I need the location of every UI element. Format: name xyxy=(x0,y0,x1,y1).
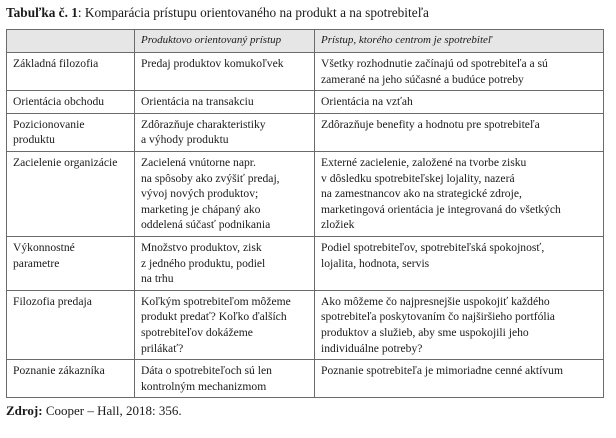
cell-text-line: Zdôrazňuje charakteristiky xyxy=(141,117,266,131)
cell-text-line: Koľkým spotrebiteľom môžeme xyxy=(141,294,291,308)
table-row-orientacia-obchodu xyxy=(7,91,604,114)
row-label-cell xyxy=(7,360,135,398)
consumer-centric-cell xyxy=(315,91,604,114)
cell-text-line: Podiel spotrebiteľov, spotrebiteľská spokojnosť, xyxy=(321,240,545,254)
row-label-cell xyxy=(7,290,135,359)
cell-text-line: zamerané na jeho súčasné a budúce potreby xyxy=(321,72,524,86)
table-caption xyxy=(6,3,610,29)
source-text: Cooper – Hall, 2018: 356. xyxy=(42,403,182,419)
cell-text-line: Všetky rozhodnutie začínajú od spotrebiteľa a sú xyxy=(321,57,548,70)
cell-text-line: Množstvo produktov, zisk xyxy=(141,240,262,254)
consumer-centric-cell xyxy=(315,290,604,359)
cell-text-line: individuálne potreby? xyxy=(321,341,423,355)
consumer-centric-cell xyxy=(315,53,604,91)
cell-text-line: vývoj nových produktov; xyxy=(141,187,259,201)
cell-text-line: Dáta o spotrebiteľoch sú len xyxy=(141,364,272,378)
cell-text-line: Výkonnostné xyxy=(13,240,75,254)
cell-text-line: v dôsledku spotrebiteľskej lojality, nazerá xyxy=(321,171,515,185)
header-cell-product: Produktovo orientovaný prístup xyxy=(135,30,315,53)
cell-text-line: na spôsoby ako zvýšiť predaj, xyxy=(141,171,280,185)
row-label-cell xyxy=(7,113,135,151)
row-label-cell xyxy=(7,151,135,236)
cell-text-line: z jedného produktu, podiel xyxy=(141,256,266,270)
table-row-zacielenie-organizacie xyxy=(7,151,604,236)
cell-text-line: produktu xyxy=(13,133,55,147)
cell-text-line: Zdôrazňuje benefity a hodnotu pre spotrebiteľa xyxy=(321,117,540,131)
caption-label: Tabuľka č. 1 xyxy=(6,5,78,20)
cell-text-line: Poznanie spotrebiteľa je mimoriadne cenné aktívum xyxy=(321,364,563,378)
row-label-cell xyxy=(7,236,135,290)
cell-text-line: Filozofia predaja xyxy=(13,294,92,308)
cell-text-line: lojalita, hodnota, servis xyxy=(321,256,430,270)
source-note xyxy=(6,403,610,419)
table-header-row xyxy=(7,30,604,53)
table-row-zakladna-filozofia xyxy=(7,53,604,91)
cell-text-line: spotrebiteľa poskytovaním čo najširšieho portfólia xyxy=(321,310,555,324)
cell-text-line: Orientácia obchodu xyxy=(13,95,105,109)
table-row-poznanie-zakaznika xyxy=(7,360,604,398)
product-oriented-cell xyxy=(135,91,315,114)
source-label: Zdroj: xyxy=(6,403,43,419)
product-oriented-cell xyxy=(135,290,315,359)
cell-text-line: Ako môžeme čo najpresnejšie uspokojiť každého xyxy=(321,294,550,308)
cell-text-line: Zacielená vnútorne napr. xyxy=(141,155,256,169)
cell-text-line: marketingová orientácia je integrovaná do všetkých xyxy=(321,202,561,216)
cell-text-line: spotrebiteľov dokážeme xyxy=(141,325,253,339)
cell-text-line: Orientácia na vzťah xyxy=(321,95,413,109)
cell-text-line: Pozicionovanie xyxy=(13,117,85,131)
cell-text-line: Externé zacielenie, založené na tvorbe zisku xyxy=(321,155,527,169)
cell-text-line: na trhu xyxy=(141,272,174,286)
caption-text: : Komparácia prístupu orientovaného na produkt a na spotrebiteľa xyxy=(77,5,429,20)
cell-text-line: produkt predať? Koľko ďalších xyxy=(141,310,287,324)
product-oriented-cell xyxy=(135,236,315,290)
consumer-centric-cell xyxy=(315,360,604,398)
table-row-filozofia-predaja xyxy=(7,290,604,359)
cell-text-line: marketing je chápaný ako xyxy=(141,202,261,216)
cell-text-line: parametre xyxy=(13,256,60,270)
row-label-cell xyxy=(7,91,135,114)
document-page xyxy=(6,3,610,419)
table-row-pozicionovanie-produktu xyxy=(7,113,604,151)
product-oriented-cell xyxy=(135,113,315,151)
row-label-cell xyxy=(7,53,135,91)
cell-text-line: zložiek xyxy=(321,218,355,232)
consumer-centric-cell xyxy=(315,151,604,236)
table-row-vykonnostne-parametre xyxy=(7,236,604,290)
product-oriented-cell xyxy=(135,360,315,398)
product-oriented-cell xyxy=(135,53,315,91)
cell-text-line: produktov a služieb, aby sme uspokojili jeho xyxy=(321,325,529,339)
comparison-table xyxy=(6,29,604,398)
consumer-centric-cell xyxy=(315,113,604,151)
cell-text-line: Predaj produktov komukoľvek xyxy=(141,57,284,70)
cell-text-line: Základná filozofia xyxy=(13,57,99,70)
cell-text-line: Poznanie zákazníka xyxy=(13,364,105,378)
cell-text-line: prilákať? xyxy=(141,341,184,355)
cell-text-line: Zacielenie organizácie xyxy=(13,155,118,169)
cell-text-line: Orientácia na transakciu xyxy=(141,95,254,109)
header-cell-consumer: Prístup, ktorého centrom je spotrebiteľ xyxy=(315,30,604,53)
cell-text-line: a výhody produktu xyxy=(141,133,229,147)
cell-text-line: oddelená súčasť podnikania xyxy=(141,218,271,232)
cell-text-line: kontrolným mechanizmom xyxy=(141,379,267,393)
header-cell-empty xyxy=(7,30,135,53)
consumer-centric-cell xyxy=(315,236,604,290)
cell-text-line: na zamestnancov ako na strategické zdroje, xyxy=(321,187,522,201)
product-oriented-cell xyxy=(135,151,315,236)
